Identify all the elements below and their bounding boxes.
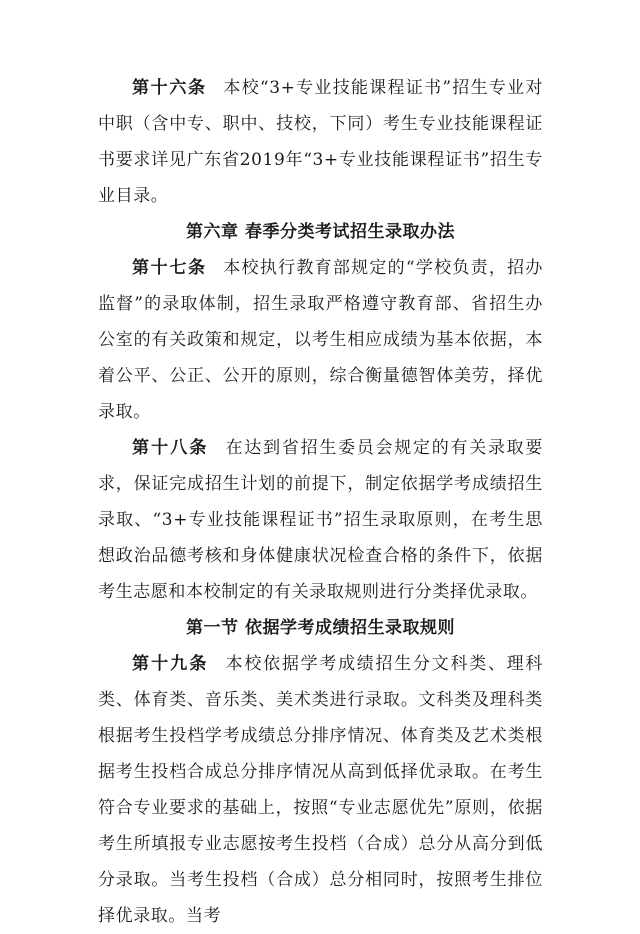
article-16-text: 本校“3+专业技能课程证书”招生专业对中职（含中专、职中、技校，下同）考生专业技能课程证书要求详见广东省2019年“3+专业技能课程证书”招生专业目录。: [98, 78, 544, 206]
article-17-text: 本校执行教育部规定的“学校负责，招办监督”的录取体制，招生录取严格遵守教育部、省招生办公室的有关政策和规定，以考生相应成绩为基本依据，本着公平、公正、公开的原则，综合衡量德智体美劳，择优录取。: [98, 258, 543, 422]
article-18-text: 在达到省招生委员会规定的有关录取要求，保证完成招生计划的前提下，制定依据学考成绩招生录取、“3+专业技能课程证书”招生录取原则，在考生思想政治品德考核和身体健康状况检查合格的条件下，依据考生志愿和本校制定的有关录取规则进行分类择优录取。: [98, 438, 544, 602]
article-19: [98, 646, 543, 934]
document-body: [98, 70, 543, 934]
article-17: [98, 250, 543, 430]
article-17-label: 第十七条: [132, 258, 207, 278]
article-16: [98, 70, 543, 214]
chapter-6-heading: 第六章 春季分类考试招生录取办法: [186, 222, 455, 242]
article-19-label: 第十九条: [132, 654, 209, 674]
article-16-label: 第十六条: [132, 78, 207, 98]
section-1-heading: 第一节 依据学考成绩招生录取规则: [186, 618, 455, 638]
article-18: [98, 430, 543, 610]
article-19-text: 本校依据学考成绩招生分文科类、理科类、体育类、音乐类、美术类进行录取。文科类及理科类根据考生投档学考成绩总分排序情况、体育类及艺术类根据考生投档合成总分排序情况从高到低择优录取。在考生符合专业要求的基础上，按照“专业志愿优先”原则，依据考生所填报专业志愿按考生投档（合成）总分从高分到低分录取。当考生投档（合成）总分相同时，按照考生排位择优录取。当考: [98, 654, 544, 926]
article-18-label: 第十八条: [132, 438, 209, 458]
